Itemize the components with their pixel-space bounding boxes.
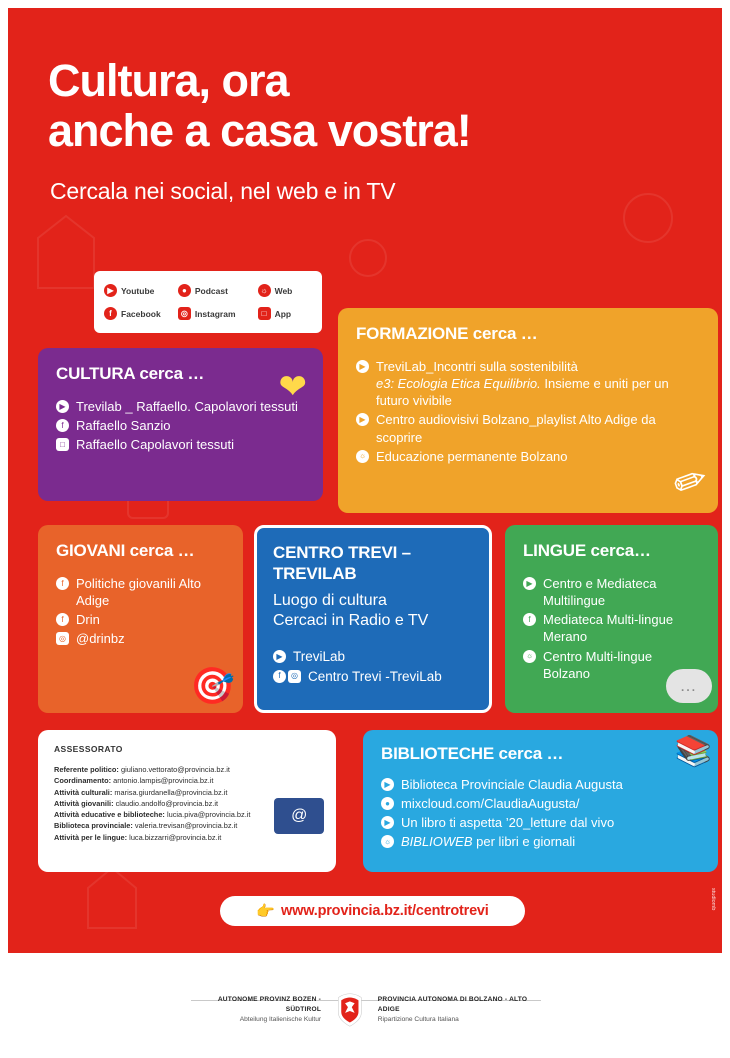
youtube-icon: ▶ xyxy=(356,413,369,426)
list-item-emphasis: e3: Ecologia Etica Equilibrio. xyxy=(376,376,541,392)
footer-left-line-1: AUTONOME PROVINZ BOZEN - SÜDTIROL xyxy=(217,996,322,1014)
page-title xyxy=(48,56,471,157)
list-item-text: Drin xyxy=(76,612,100,628)
contact-role: Attività educative e biblioteche: xyxy=(54,810,165,819)
podcast-icon: ● xyxy=(381,797,394,810)
legend-row xyxy=(104,279,312,302)
contact-row xyxy=(54,764,320,775)
list-item-text: Politiche giovanili Alto Adige xyxy=(76,576,202,609)
legend-item-youtube xyxy=(104,284,178,297)
social-legend xyxy=(94,271,322,333)
legend-item-instagram xyxy=(178,307,258,320)
list-item xyxy=(56,611,225,628)
pointing-hand-icon: 👉 xyxy=(256,903,276,920)
list-item xyxy=(523,575,700,609)
card-formazione-list xyxy=(356,358,700,465)
list-item xyxy=(56,398,305,415)
youtube-icon: ▶ xyxy=(381,816,394,829)
website-url-button[interactable] xyxy=(220,896,525,926)
list-item-text: Biblioteca Provinciale Claudia Augusta xyxy=(401,777,623,792)
card-centro-title xyxy=(273,542,473,585)
legend-label: Youtube xyxy=(121,285,155,296)
contact-role: Attività culturali: xyxy=(54,787,113,797)
card-centro-sub-line-2: Cercaci in Radio e TV xyxy=(273,612,429,630)
legend-item-podcast xyxy=(178,284,258,297)
legend-item-web xyxy=(258,284,312,297)
list-item-text-rest: Insieme e uniti per un futuro vivibile xyxy=(376,376,669,409)
list-item xyxy=(381,795,700,812)
list-item xyxy=(381,833,700,850)
card-giovani-list xyxy=(56,575,225,648)
list-item xyxy=(381,776,700,793)
list-item xyxy=(273,668,473,686)
facebook-icon: f xyxy=(273,670,286,683)
footer-text-italian xyxy=(378,995,544,1025)
chat-bubble-icon: … xyxy=(666,669,712,703)
contact-role: Coordinamento: xyxy=(54,776,112,786)
list-item-emphasis: BIBLIOWEB xyxy=(401,834,473,850)
legend-label: Facebook xyxy=(121,308,161,319)
facebook-icon: f xyxy=(56,577,69,590)
list-item xyxy=(523,611,700,645)
card-biblioteche xyxy=(363,730,718,872)
list-item-text: TreviLab xyxy=(293,649,346,665)
heart-icon: ❤ xyxy=(278,368,307,406)
podcast-icon: ● xyxy=(178,284,191,297)
legend-label: Web xyxy=(274,285,293,296)
footer-right-line-1: PROVINCIA AUTONOMA DI BOLZANO - ALTO ADIGE xyxy=(377,996,528,1014)
list-item-text: Raffaello Capolavori tessuti xyxy=(76,437,235,453)
card-centro-title-line-2: TREVILAB xyxy=(273,564,357,584)
books-icon: 📚 xyxy=(674,735,712,768)
list-item-text-main: TreviLab_Incontri sulla sostenibilità xyxy=(376,359,578,374)
youtube-icon: ▶ xyxy=(381,778,394,791)
card-centro-title-line-1: CENTRO TREVI – xyxy=(273,543,411,562)
list-item-text-rest: per libri e giornali xyxy=(472,834,576,850)
contact-email: valeria.trevisan@provincia.bz.it xyxy=(134,821,238,831)
target-icon: 🎯 xyxy=(190,665,235,706)
instagram-icon: ◎ xyxy=(56,632,69,645)
poster-background xyxy=(8,8,722,953)
card-lingue-list xyxy=(523,575,700,682)
headline-line-2: anche a casa vostra! xyxy=(48,105,471,157)
footer-left-line-2: Abteilung Italienische Kultur xyxy=(239,1015,322,1023)
footer-right-line-2: Ripartizione Cultura Italiana xyxy=(377,1015,459,1023)
card-assessorato-title: ASSESSORATO xyxy=(54,744,123,754)
contact-email: claudio.andolfo@provincia.bz.it xyxy=(115,798,219,808)
youtube-icon: ▶ xyxy=(356,360,369,373)
footer-text-german xyxy=(187,995,322,1025)
web-icon: ☼ xyxy=(356,450,369,463)
card-centro-trevi xyxy=(254,525,492,713)
website-url[interactable]: www.provincia.bz.it/centrotrevi xyxy=(281,903,489,919)
list-item-text: mixcloud.com/ClaudiaAugusta/ xyxy=(401,796,580,812)
list-item xyxy=(356,358,700,409)
list-item-text: Raffaello Sanzio xyxy=(76,418,171,434)
youtube-icon: ▶ xyxy=(104,284,117,297)
legend-row xyxy=(104,302,312,325)
footer xyxy=(8,953,722,1050)
legend-item-app xyxy=(258,307,312,320)
south-tyrol-crest-icon xyxy=(335,991,364,1029)
youtube-icon: ▶ xyxy=(273,650,286,663)
designer-credit: studiomb xyxy=(710,888,716,911)
legend-item-facebook xyxy=(104,307,178,320)
headline-line-1: Cultura, ora xyxy=(48,55,289,106)
card-giovani xyxy=(38,525,243,713)
facebook-icon: f xyxy=(104,307,117,320)
card-giovani-title: GIOVANI cerca … xyxy=(56,541,195,560)
card-biblioteche-list xyxy=(381,776,700,851)
contact-email: giuliano.vettorato@provincia.bz.it xyxy=(120,765,230,774)
list-item xyxy=(273,648,473,666)
legend-label: Podcast xyxy=(194,285,228,296)
list-item xyxy=(56,417,305,434)
list-item-text: Educazione permanente Bolzano xyxy=(376,448,568,464)
card-cultura-list xyxy=(56,398,305,453)
list-item-text: Mediateca Multi-lingue Merano xyxy=(543,612,674,645)
footer-logos xyxy=(187,991,544,1029)
list-item-text xyxy=(401,833,700,850)
instagram-icon: ◎ xyxy=(288,670,301,683)
contact-email: marisa.giurdanella@provincia.bz.it xyxy=(114,787,228,797)
legend-label: Instagram xyxy=(194,308,236,319)
contact-email: luca.bizzarri@provincia.bz.it xyxy=(129,832,222,842)
contact-role: Attività giovanili: xyxy=(54,798,114,808)
poster xyxy=(8,8,722,1050)
youtube-icon: ▶ xyxy=(56,400,69,413)
card-cultura xyxy=(38,348,323,501)
list-item xyxy=(56,630,225,647)
contact-role: Referente politico: xyxy=(54,765,119,774)
card-assessorato xyxy=(38,730,336,872)
facebook-icon: f xyxy=(523,613,536,626)
list-item xyxy=(56,436,305,453)
card-centro-list xyxy=(273,648,473,686)
web-icon: ☼ xyxy=(258,284,271,297)
envelope-icon: @ xyxy=(274,798,324,834)
list-item-text xyxy=(376,358,700,409)
contact-role: Attività per le lingue: xyxy=(54,832,128,842)
card-biblioteche-title: BIBLIOTECHE cerca … xyxy=(381,744,564,763)
facebook-icon: f xyxy=(56,613,69,626)
card-centro-sub-line-1: Luogo di cultura xyxy=(273,591,387,609)
contact-email: antonio.lampis@provincia.bz.it xyxy=(113,776,214,786)
list-item-text: @drinbz xyxy=(76,631,125,647)
list-item-text: Centro e Mediateca Multilingue xyxy=(543,576,657,609)
list-item-text: Centro Multi-lingue Bolzano xyxy=(543,648,653,681)
list-item xyxy=(56,575,225,609)
list-item-text: Centro audiovisivi Bolzano_playlist Alto Adige da scoprire xyxy=(376,412,656,445)
list-item-text: Trevilab _ Raffaello. Capolavori tessuti xyxy=(76,399,298,414)
card-formazione-title: FORMAZIONE cerca … xyxy=(356,324,538,343)
card-centro-subtitle xyxy=(273,591,473,633)
facebook-icon: f xyxy=(56,419,69,432)
youtube-icon: ▶ xyxy=(523,577,536,590)
card-formazione xyxy=(338,308,718,513)
list-item xyxy=(381,814,700,831)
contact-row xyxy=(54,787,320,798)
app-icon: □ xyxy=(56,438,69,451)
contact-role: Biblioteca provinciale: xyxy=(54,821,133,831)
legend-label: App xyxy=(274,308,292,319)
card-lingue-title: LINGUE cerca… xyxy=(523,541,651,560)
card-cultura-title: CULTURA cerca … xyxy=(56,364,205,383)
list-item-text: Centro Trevi -TreviLab xyxy=(308,668,442,684)
instagram-icon: ◎ xyxy=(178,307,191,320)
subheadline: Cercala nei social, nel web e in TV xyxy=(50,178,396,204)
contact-row xyxy=(54,775,320,786)
card-lingue xyxy=(505,525,718,713)
app-icon: □ xyxy=(258,307,271,320)
list-item xyxy=(356,448,700,465)
contact-email: lucia.piva@provincia.bz.it xyxy=(166,810,251,819)
list-item xyxy=(356,411,700,445)
pencil-icon: ✏ xyxy=(667,455,715,509)
web-icon: ☼ xyxy=(523,650,536,663)
list-item-text: Un libro ti aspetta ’20_letture dal vivo xyxy=(401,815,615,831)
web-icon: ☼ xyxy=(381,835,394,848)
